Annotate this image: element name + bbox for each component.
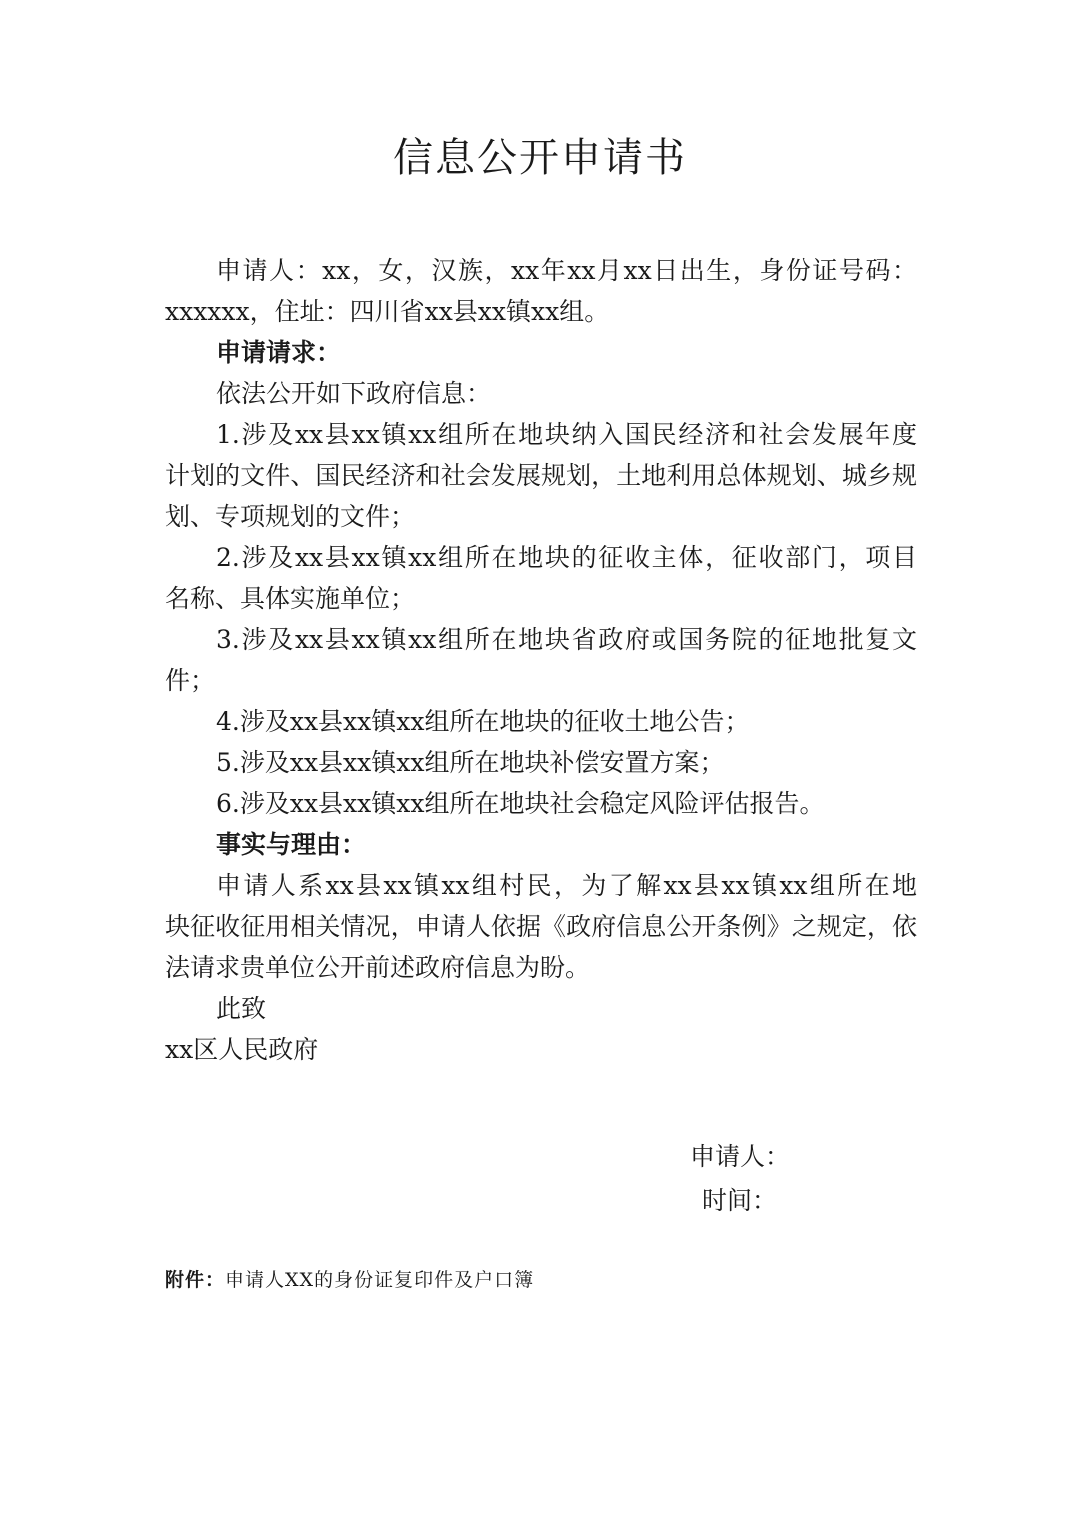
request-item bbox=[165, 783, 917, 824]
request-item-line: 划、专项规划的文件； bbox=[165, 502, 416, 531]
attachment-note bbox=[165, 1265, 534, 1295]
request-item-line: 4.涉及xx县xx镇xx组所在地块的征收土地公告； bbox=[216, 707, 750, 736]
attachment-text: 申请人XX的身份证复印件及户口簿 bbox=[225, 1269, 535, 1291]
request-item-line: 1.涉及xx县xx镇xx组所在地块纳入国民经济和社会发展年度 bbox=[216, 420, 917, 449]
applicant-line: 申请人：xx，女，汉族，xx年xx月xx日出生，身份证号码： bbox=[216, 256, 917, 285]
request-item bbox=[165, 414, 917, 537]
facts-line: 申请人系xx县xx镇xx组村民，为了解xx县xx镇xx组所在地 bbox=[216, 871, 917, 900]
signature-time-label: 时间： bbox=[702, 1186, 778, 1215]
request-heading: 申请请求： bbox=[216, 338, 342, 367]
facts-line: 法请求贵单位公开前述政府信息为盼。 bbox=[165, 953, 591, 982]
attachment-label: 附件： bbox=[165, 1269, 226, 1291]
request-item bbox=[165, 742, 917, 783]
applicant-paragraph bbox=[165, 250, 917, 332]
request-item bbox=[165, 537, 917, 619]
signature-applicant-label: 申请人： bbox=[690, 1142, 791, 1171]
applicant-line: xxxxxx，住址：四川省xx县xx镇xx组。 bbox=[165, 297, 610, 326]
request-item-line: 3.涉及xx县xx镇xx组所在地块省政府或国务院的征地批复文 bbox=[216, 625, 917, 654]
request-item-line: 计划的文件、国民经济和社会发展规划，土地利用总体规划、城乡规 bbox=[165, 461, 917, 490]
signature-block bbox=[690, 1135, 790, 1223]
request-item bbox=[165, 619, 917, 701]
request-item-line: 5.涉及xx县xx镇xx组所在地块补偿安置方案； bbox=[216, 748, 725, 777]
request-item-list bbox=[165, 414, 917, 824]
document-title: 信息公开申请书 bbox=[393, 135, 687, 181]
facts-line: 块征收征用相关情况，申请人依据《政府信息公开条例》之规定，依 bbox=[165, 912, 917, 941]
request-item-line: 件； bbox=[165, 666, 216, 695]
request-item bbox=[165, 701, 917, 742]
facts-heading: 事实与理由： bbox=[216, 830, 367, 859]
request-item-line: 名称、具体实施单位； bbox=[165, 584, 416, 613]
recipient: xx区人民政府 bbox=[165, 1035, 319, 1064]
request-item-line: 2.涉及xx县xx镇xx组所在地块的征收主体，征收部门，项目 bbox=[216, 543, 917, 572]
request-intro: 依法公开如下政府信息： bbox=[216, 379, 492, 408]
request-item-line: 6.涉及xx县xx镇xx组所在地块社会稳定风险评估报告。 bbox=[216, 789, 825, 818]
document-body bbox=[165, 250, 917, 1070]
facts-paragraph bbox=[165, 865, 917, 988]
closing-salutation: 此致 bbox=[216, 994, 267, 1023]
